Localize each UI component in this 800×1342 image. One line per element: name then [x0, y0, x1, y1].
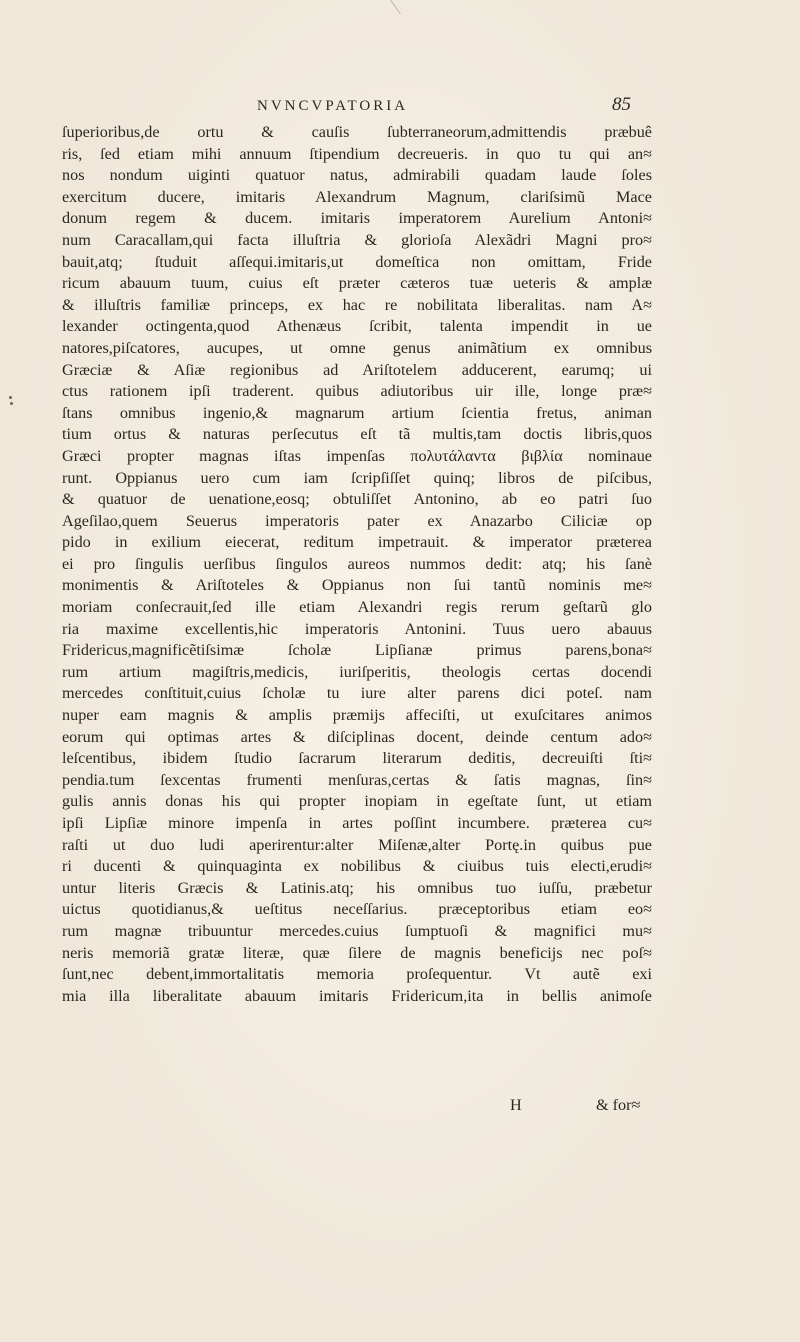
text-line: leſcentibus, ibidem ſtudio ſacrarum literarum deditis, decreuiſti ſti≈	[62, 749, 652, 768]
text-line: ei pro ſingulis uerſibus ſingulos aureos nummos dedit: atq; his ſanè	[62, 554, 652, 573]
text-line: num Caracallam,qui facta illuſtria & glorioſa Alexãdri Magni pro≈	[62, 230, 652, 249]
text-line: donum regem & ducem. imitaris imperatorem Aurelium Antoni≈	[62, 209, 652, 228]
margin-dot	[10, 402, 13, 405]
text-line: bauit,atq; ſtuduit aſſequi.imitaris,ut domeſtica non omittam, Fride	[62, 252, 652, 271]
text-line: untur literis Græcis & Latinis.atq; his omnibus tuo iuſſu, præbetur	[62, 878, 652, 897]
margin-dot	[9, 396, 12, 399]
text-line: ricum abauum tuum, cuius eſt præter cæteros tuæ ueteris & amplæ	[62, 274, 652, 293]
text-line: & illuſtris familiæ princeps, ex hac re nobilitata liberalitas. nam A≈	[62, 295, 652, 314]
text-line: ris, ſed etiam mihi annuum ſtipendium decreueris. in quo tu qui an≈	[62, 144, 652, 163]
catchword: & for≈	[596, 1096, 641, 1114]
signature-mark: H	[510, 1096, 522, 1114]
body-text	[62, 122, 652, 1007]
text-line: exercitum ducere, imitaris Alexandrum Magnum, clariſsimũ Mace	[62, 187, 652, 206]
running-title: NVNCVPATORIA	[257, 98, 409, 114]
text-line: natores,piſcatores, aucupes, ut omne genus animãtium ex omnibus	[62, 338, 652, 357]
text-line: monimentis & Ariſtoteles & Oppianus non ſui tantũ nominis me≈	[62, 576, 652, 595]
text-line: rum magnæ tribuuntur mercedes.cuius ſumptuoſi & magnifici mu≈	[62, 921, 652, 940]
text-line: raſti ut duo ludi aperirentur:alter Miſenæ,alter Portę.in quibus pue	[62, 835, 652, 854]
text-line: ri ducenti & quinquaginta ex nobilibus & ciuibus tuis electi,erudi≈	[62, 857, 652, 876]
text-line: neris memoriã gratæ literæ, quæ ſilere de magnis beneficijs nec poſ≈	[62, 943, 652, 962]
text-line: rum artium magiſtris,medicis, iuriſperitis, theologis certas docendi	[62, 662, 652, 681]
page-footer	[62, 1093, 652, 1117]
text-line: Græciæ & Aſiæ regionibus ad Ariſtotelem adducerent, earumq; ui	[62, 360, 652, 379]
text-line: Ageſilao,quem Seuerus imperatoris pater ex Anazarbo Ciliciæ op	[62, 511, 652, 530]
text-line: ctus rationem ipſi traderent. quibus adiutoribus uir ille, longe præ≈	[62, 382, 652, 401]
text-line: uictus quotidianus,& ueſtitus neceſſarius. præceptoribus etiam eo≈	[62, 900, 652, 919]
text-line: Græci propter magnas iſtas impenſas πολυτάλαντα βιβλία nominaue	[62, 446, 652, 465]
text-line: ria maxime excellentis,hic imperatoris Antonini. Tuus uero abauus	[62, 619, 652, 638]
text-line: gulis annis donas his qui propter inopiam in egeſtate ſunt, ut etiam	[62, 792, 652, 811]
text-line: tium ortus & naturas perſecutus eſt tã multis,tam doctis libris,quos	[62, 425, 652, 444]
page-number: 85	[612, 94, 631, 115]
text-line: lexander octingenta,quod Athenæus ſcribit, talenta impendit in ue	[62, 317, 652, 336]
show-through-mark	[378, 0, 401, 14]
text-line: ſuperioribus,de ortu & cauſis ſubterraneorum,admittendis præbuê	[62, 123, 652, 141]
text-line: runt. Oppianus uero cum iam ſcripſiſſet quinq; libros de piſcibus,	[62, 468, 652, 487]
running-head	[0, 94, 800, 122]
text-line: ipſi Lipſiæ minore impenſa in artes poſſint incumbere. præterea cu≈	[62, 814, 652, 832]
text-line: eorum qui optimas artes & diſciplinas docent, deinde centum ado≈	[62, 727, 652, 746]
text-line: mercedes conſtituit,cuius ſcholæ tu iure alter parens dici poteſ. nam	[62, 684, 652, 703]
text-line: ſunt,nec debent,immortalitatis memoria proſequentur. Vt autẽ exi	[62, 965, 652, 984]
text-line: pendia.tum ſexcentas frumenti menſuras,certas & ſatis magnas, ſin≈	[62, 770, 652, 789]
text-line: Fridericus,magnificẽtiſsimæ ſcholæ Lipſianæ primus parens,bona≈	[62, 641, 652, 660]
text-line: nos nondum uiginti quatuor natus, admirabili quadam laude ſoles	[62, 166, 652, 185]
text-line: ſtans omnibus ingenio,& magnarum artium ſcientia fretus, animan	[62, 403, 652, 422]
text-line: mia illa liberalitate abauum imitaris Fridericum,ita in bellis animoſe	[62, 986, 652, 1005]
text-line: pido in exilium eiecerat, reditum impetrauit. & imperator præterea	[62, 533, 652, 552]
text-line: & quatuor de uenatione,eosq; obtuliſſet Antonino, ab eo patri ſuo	[62, 490, 652, 509]
text-line: nuper eam magnis & amplis præmijs affeciſti, ut exuſcitares animos	[62, 706, 652, 725]
text-line: moriam conſecrauit,ſed ille etiam Alexandri regis rerum geſtarũ glo	[62, 598, 652, 617]
